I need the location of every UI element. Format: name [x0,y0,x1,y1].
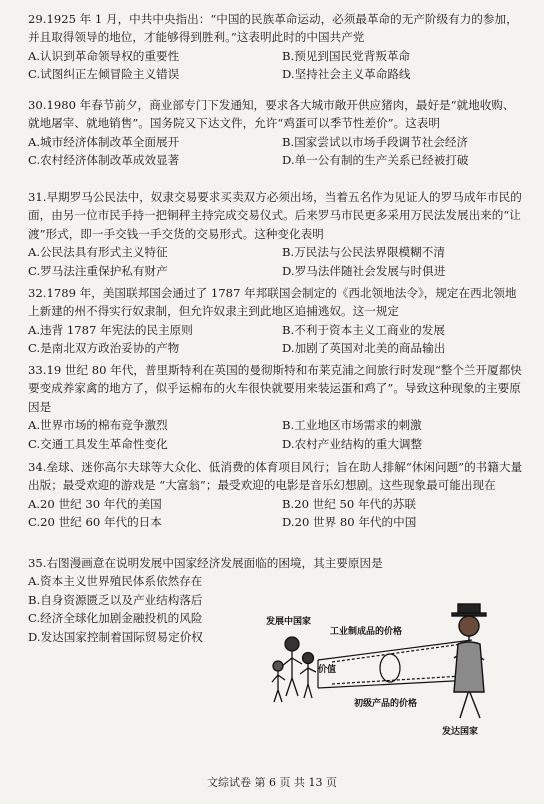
option-d: D.罗马法伴随社会发展与时俱进 [282,263,446,278]
question-stem: 32.1789 年，美国联邦国会通过了 1787 年邦联国会制定的《西北领地法令》，规定在西北领地上新建的州不得实行奴隶制，但允许奴隶主到此地区追捕逃奴。这一规定 [28,286,517,319]
option-d: D.加剧了英国对北美的商品输出 [282,341,446,356]
option-c: C.20 世纪 60 年代的日本 [28,515,162,530]
option-a: A.20 世纪 30 年代的美国 [28,496,162,511]
question-34 [28,458,526,532]
option-c: C.罗马法注重保护私有财产 [28,263,168,278]
question-stem: 33.19 世纪 80 年代，普里斯特利在英国的曼彻斯特和布莱克浦之间旅行时发现“整个兰开厦都快要变成养家禽的地方了，似乎运棉布的火车很快就要用来装运蛋和鸡了”。导致这种现象的主要原因是 [28,363,522,414]
question-29 [28,10,526,84]
option-c: C.农村经济体制改革成效显著 [28,153,180,168]
option-d: D.单一公有制的生产关系已经被打破 [282,153,469,168]
option-b: B.20 世纪 50 年代的苏联 [282,496,416,511]
price-lines [318,640,472,688]
question-stem: 35.右图漫画意在说明发展中国家经济发展面临的困境，其主要原因是 [28,556,383,570]
page-footer: 文综试卷 第 6 页 共 13 页 [207,776,337,789]
question-stem: 30.1980 年春节前夕，商业部专门下发通知，要求各大城市敞开供应猪肉，最好是“就地收购、就地屠宰、就地销售”。国务院又下达文件，允许“鸡蛋可以季节性差价”。这表明 [28,98,515,131]
option-d: D.坚持社会主义革命路线 [282,67,411,82]
cartoon-illustration [262,600,522,750]
question-32 [28,284,526,358]
option-d: D.农村产业结构的重大调整 [282,436,423,451]
option-b: B.万民法与公民法界限模糊不清 [282,245,445,260]
question-stem: 34.垒球、迷你高尔夫球等大众化、低消费的体育项目风行；旨在助人排解“休闲问题”的书籍大量出版；最受欢迎的游戏是 “大富翁”；最受欢迎的电影是音乐幻想剧。这些现象最可能出现在 [28,460,523,493]
question-33 [28,361,526,453]
option-c: C.是南北双方政治妥协的产物 [28,341,180,356]
option-d: D.发达国家控制着国际贸易定价权 [28,629,203,644]
label-manufactured-price: 工业制成品的价格 [330,627,403,637]
option-b: B.工业地区市场需求的刺激 [282,418,422,433]
option-b: B.不利于资本主义工商业的发展 [282,322,445,337]
label-developed-country: 发达国家 [442,727,479,737]
options [28,495,526,532]
label-developing-country: 发展中国家 [266,617,312,627]
option-c: C.试图纠正左倾冒险主义错误 [28,67,180,82]
options [28,47,526,84]
option-b: B.自身资源匮乏以及产业结构落后 [28,592,203,607]
options [28,243,526,280]
option-a: A.城市经济体制改革全面展开 [28,134,180,149]
option-d: D.20 世界 80 年代的中国 [282,515,417,530]
option-a: A.资本主义世界殖民体系依然存在 [28,574,203,589]
option-c: C.交通工具发生革命性变化 [28,436,168,451]
options [28,321,526,358]
option-a: A.世界市场的棉布竞争激烈 [28,418,168,433]
option-b: B.国家尝试以市场手段调节社会经济 [282,134,469,149]
question-30 [28,96,526,170]
question-stem: 29.1925 年 1 月，中共中央指出：“中国的民族革命运动，必须最革命的无产阶级有力的参加，并且取得领导的地位，才能够得到胜利。”这表明此时的中国共产党 [28,12,518,45]
options [28,133,526,170]
label-primary-price: 初级产品的价格 [354,699,418,709]
option-c: C.经济全球化加剧金融投机的风险 [28,611,203,626]
option-a: A.认识到革命领导权的重要性 [28,48,180,63]
option-b: B.预见到国民党背叛革命 [282,48,411,63]
question-stem: 31.早期罗马公民法中，奴隶交易要求买卖双方必须出场，当着五名作为见证人的罗马成年市民的面，由另一位市民手持一把铜秤主持完成交易仪式。后来罗马市民更多采用万民法发展出来的“让渡”形式，即一手交钱一手交货的交易形式。这种变化表明 [28,190,522,241]
developing-country-figures [272,637,316,702]
question-31 [28,188,526,280]
option-a: A.公民法具有形式主义特征 [28,245,168,260]
label-value: 价值 [318,665,337,675]
option-a: A.违背 1787 年宪法的民主原则 [28,322,193,337]
developed-country-figure [452,604,486,718]
options [28,416,526,453]
